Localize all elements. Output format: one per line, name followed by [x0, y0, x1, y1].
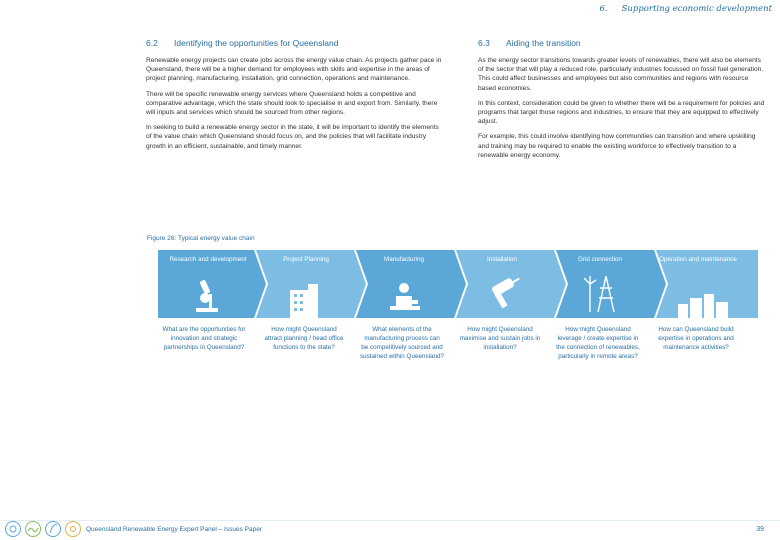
page-number: 39 — [756, 526, 764, 533]
right-column-text — [478, 56, 768, 166]
section-6-2-heading — [146, 38, 338, 48]
stage-title-manufacturing: Manufacturing — [384, 256, 424, 263]
section-6-3-heading — [478, 38, 581, 48]
paragraph: For example, this could involve identifying how communities can transition and where upskilling and training may be required to enable the existing workforce to effectively transition to a renewable energy economy. — [478, 133, 756, 159]
paragraph: In seeking to build a renewable energy sector in the state, it will be important to identify the elements of the value chain which Queensland should focus on, and the policies that will facilitate industry growth in an efficient, sustainable, and timely manner. — [146, 124, 439, 150]
paragraph: In this context, consideration could be given to whether there will be a requirement for policies and programs that target those regions and industries, to ensure that they are equipped to effectively adjust. — [478, 99, 765, 126]
stage-title-grid: Grid connection — [577, 256, 623, 263]
stage-question: What elements of the manufacturing process can be competitively sourced and sustained within Queensland? — [360, 326, 445, 360]
section-number: 6.3 — [478, 38, 490, 48]
paragraph: Renewable energy projects can create jobs across the energy value chain. As projects gather pace in Queensland, there will be a higher demand for employees with skills and expertise in the areas of project planning, manufacturing, installation, grid connection, operations and maintenance. — [146, 57, 442, 83]
stage-question: How might Queensland maximise and sustain jobs in installation? — [459, 326, 541, 351]
stage-question: How can Queensland build expertise in operations and maintenance activities? — [658, 326, 734, 351]
left-column-text — [146, 56, 446, 157]
sun-logo-icon — [4, 520, 22, 538]
wave-logo-icon — [24, 520, 42, 538]
stage-question: What are the opportunities for innovation and strategic partnerships in Queensland? — [162, 326, 246, 351]
stage-title-research: Research and development — [169, 256, 247, 263]
sunburst-logo-icon — [64, 520, 82, 538]
section-number: 6.2 — [146, 38, 158, 48]
paragraph: As the energy sector transitions towards greater levels of renewables, there will also be elements of the sector that will play a reduced role, particularly industries focussed on fossil fuel generation. This could affect businesses and employees but also communities and regions with resource based economies. — [478, 57, 764, 92]
footer-divider — [0, 520, 780, 521]
leaf-logo-icon — [44, 520, 62, 538]
stage-title-planning: Project Planning — [283, 256, 329, 263]
paragraph: There will be specific renewable energy services where Queensland holds a competitive and comparative advantage, which the state should look to specialise in and export from. Similarly, there will inputs and services which should be sourced from other regions. — [146, 90, 438, 117]
footer-title: Queensland Renewable Energy Expert Panel – Issues Paper — [86, 526, 262, 533]
running-head — [599, 4, 772, 14]
stage-question: How might Queensland leverage / create expertise in the connection of renewables, particularly in remote areas? — [556, 326, 640, 360]
stage-question: How might Queensland attract planning / head office functions to the state? — [264, 326, 344, 351]
running-head-title: Supporting economic development — [621, 4, 772, 14]
running-head-number: 6. — [599, 4, 608, 14]
stage-title-installation: Installation — [486, 256, 518, 263]
section-title: Aiding the transition — [506, 38, 581, 48]
section-title: Identifying the opportunities for Queensland — [174, 38, 339, 48]
stage-title-operation: Operation and maintenance — [659, 256, 737, 263]
figure-caption: Figure 26: Typical energy value chain — [147, 235, 255, 242]
